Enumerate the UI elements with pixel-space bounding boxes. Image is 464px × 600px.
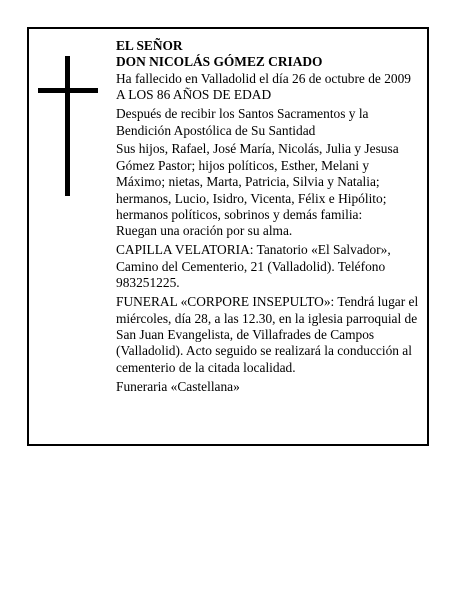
chapel-line: CAPILLA VELATORIA: Tanatorio «El Salvador»,: [116, 242, 391, 258]
funeral-line: cementerio de la citada localidad.: [116, 359, 296, 375]
cross-icon: [38, 56, 98, 196]
heading-title: EL SEÑOR: [116, 38, 183, 53]
chapel-paragraph: [116, 242, 431, 291]
prayer-line: Ruegan una oración por su alma.: [116, 223, 293, 239]
chapel-line: Camino del Cementerio, 21 (Valladolid). Teléfono: [116, 258, 386, 274]
sacraments-line: Después de recibir los Santos Sacramentos y la: [116, 106, 369, 122]
obituary-text: [116, 38, 431, 395]
funeral-home-line: Funeraria «Castellana»: [116, 378, 240, 394]
family-line: hermanos, Lucio, Isidro, Vicenta, Félix e Hipólito;: [116, 190, 387, 206]
funeral-home-paragraph: [116, 379, 431, 395]
family-line: Máximo; nietas, Marta, Patricia, Silvia y Natalia;: [116, 174, 380, 190]
funeral-line: miércoles, día 28, a las 12.30, en la iglesia parroquial de: [116, 310, 418, 326]
funeral-paragraph: [116, 294, 431, 376]
cross-horizontal-bar: [38, 88, 98, 93]
family-line: Sus hijos, Rafael, José María, Nicolás, Julia y Jesusa: [116, 141, 399, 157]
family-line: hermanos políticos, sobrinos y demás familia:: [116, 207, 363, 223]
deceased-name: DON NICOLÁS GÓMEZ CRIADO: [116, 54, 323, 70]
chapel-phone-line: 983251225.: [116, 275, 180, 291]
death-line: Ha fallecido en Valladolid el día 26 de octubre de 2009: [116, 70, 411, 86]
family-line: Gómez Pastor; hijos políticos, Esther, Melani y: [116, 157, 370, 173]
funeral-line: FUNERAL «CORPORE INSEPULTO»: Tendrá lugar el: [116, 294, 419, 310]
cross-vertical-bar: [65, 56, 70, 196]
funeral-line: San Juan Evangelista, de Villafrades de Campos: [116, 326, 375, 342]
family-paragraph: [116, 141, 431, 239]
death-paragraph: [116, 71, 431, 104]
age-line: A LOS 86 AÑOS DE EDAD: [116, 87, 272, 103]
sacraments-paragraph: [116, 106, 431, 139]
funeral-line: (Valladolid). Acto seguido se realizará la conducción al: [116, 343, 412, 359]
sacraments-line: Bendición Apostólica de Su Santidad: [116, 122, 316, 138]
